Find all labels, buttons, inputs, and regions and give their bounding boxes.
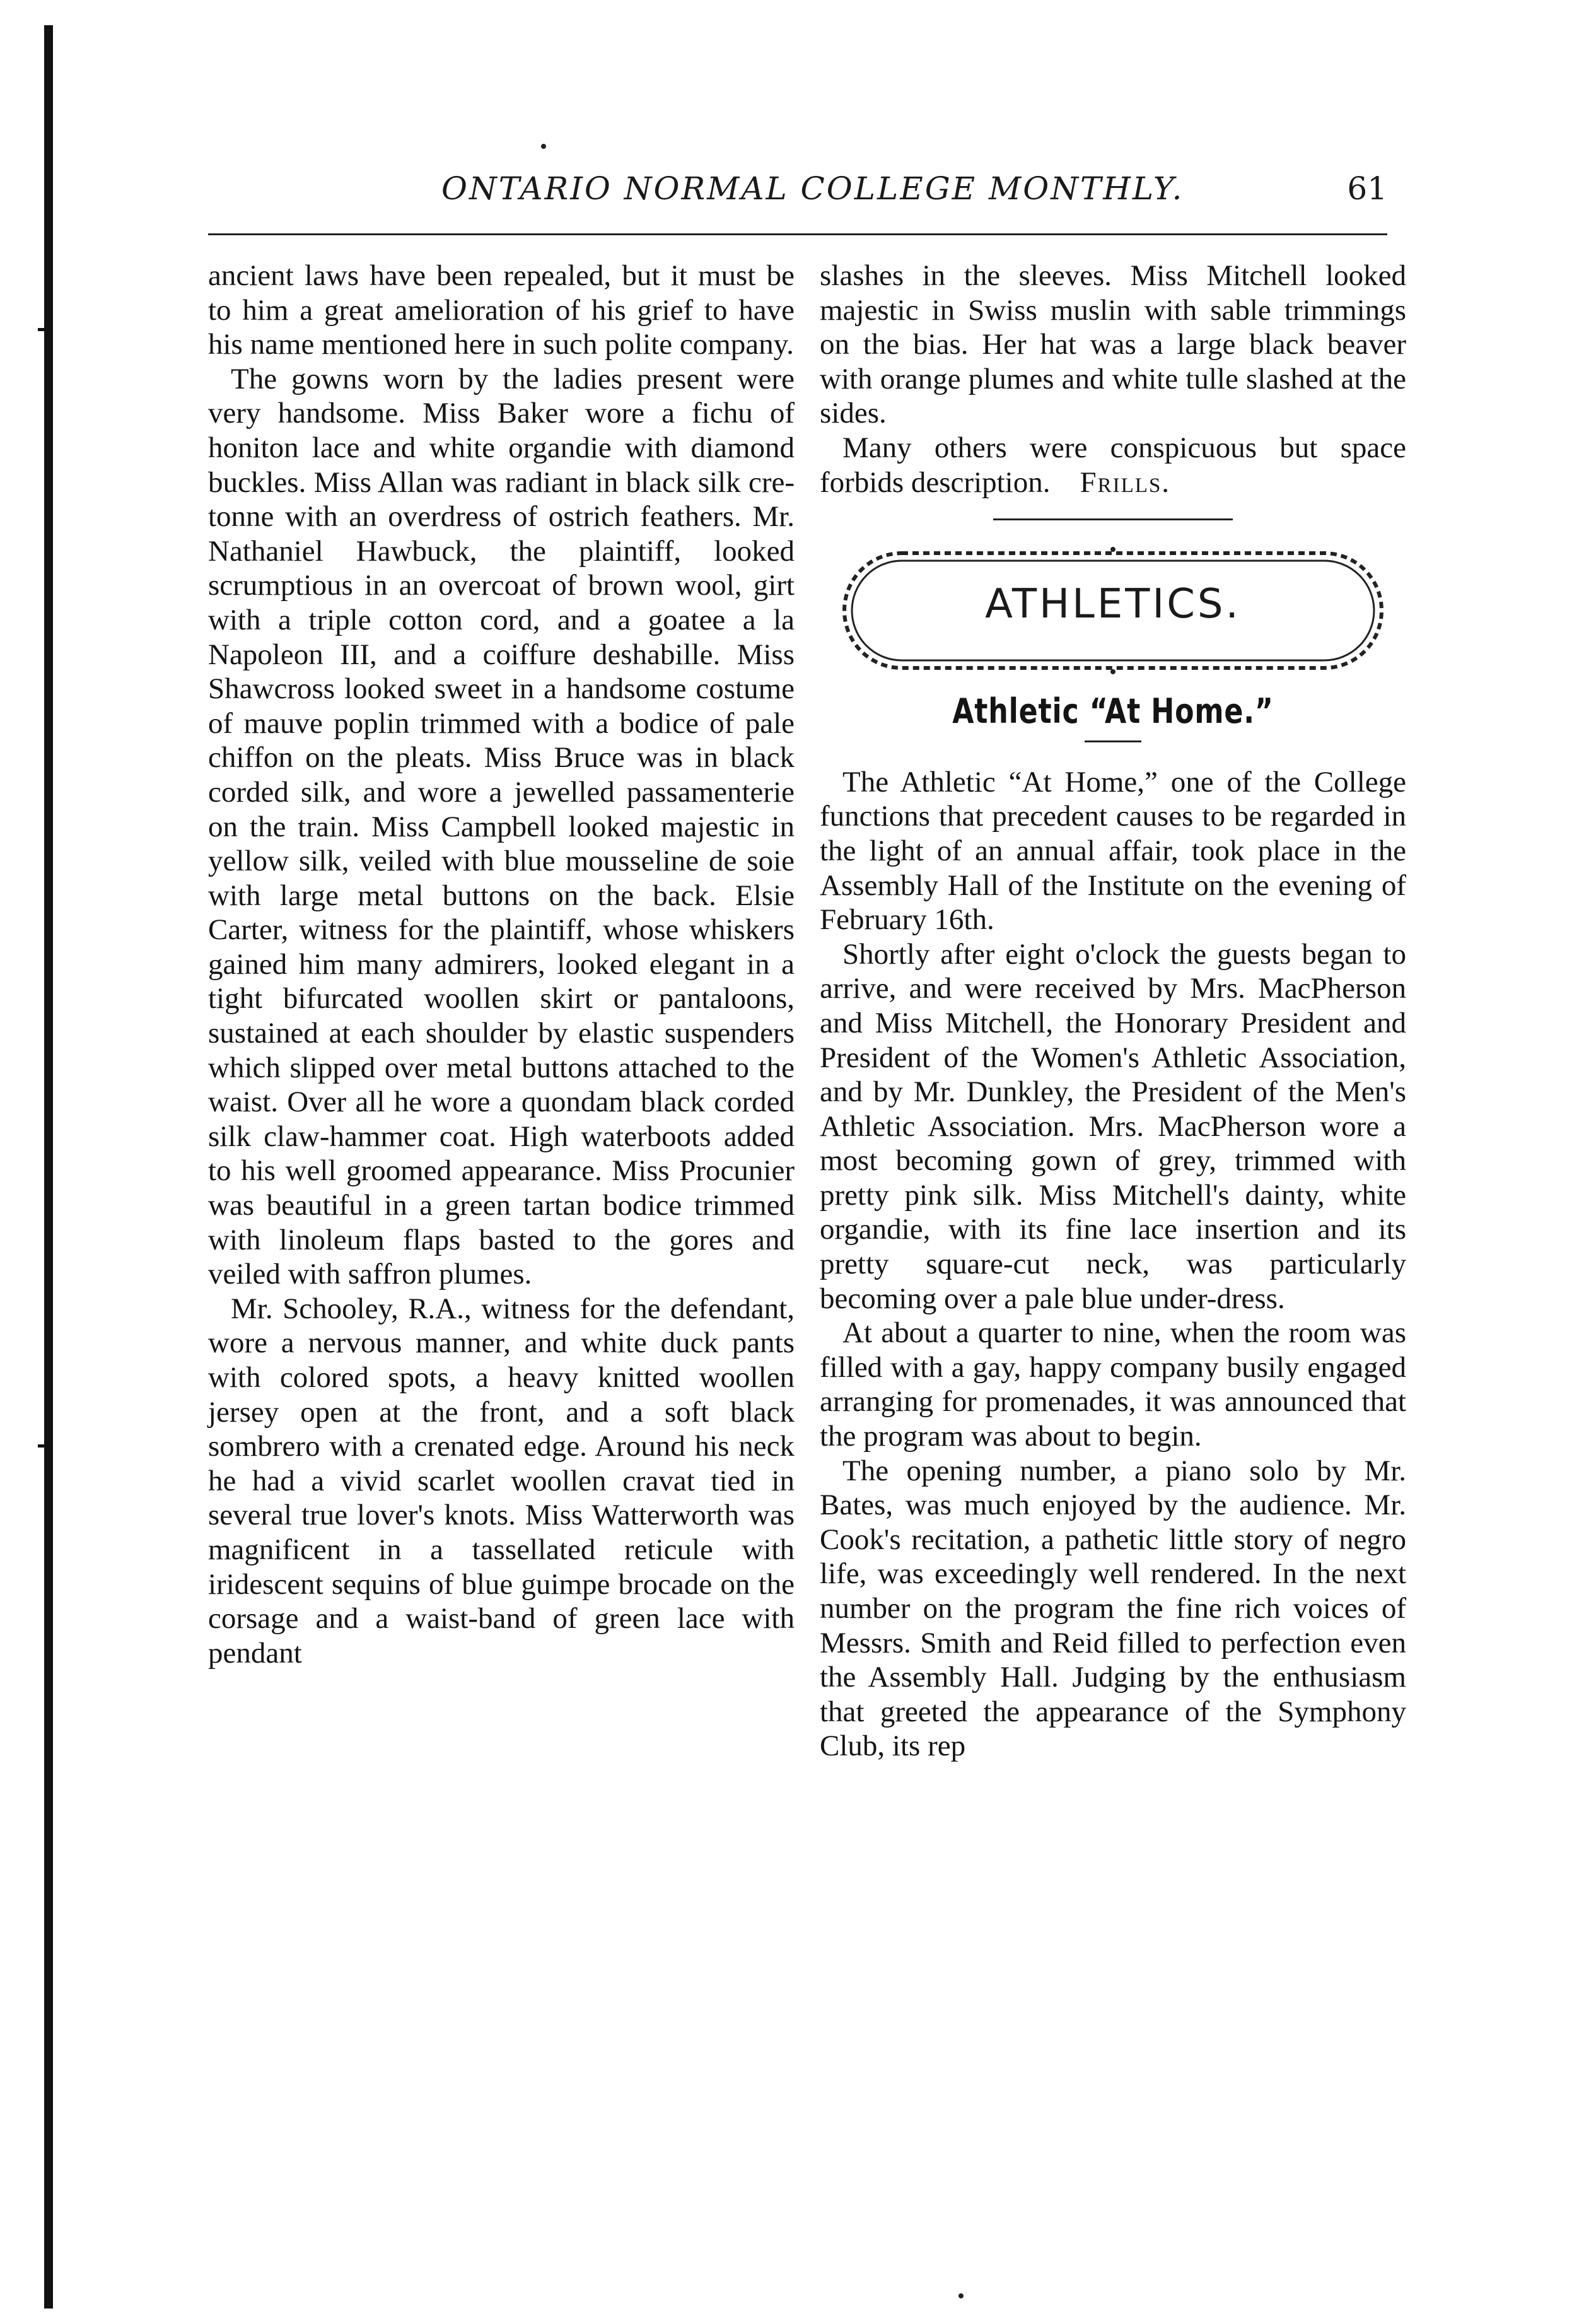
paragraph: Shortly after eight o'clock the guests began to arrive, and were received by Mrs. MacPherson and Miss Mitchell, the Honorary President and President of the Women's Athletic Association, and by Mr. Dunkley, the President of the Men's Athletic Association. Mrs. MacPherson wore a most becoming gown of grey, trimmed with pretty pink silk. Miss Mitchell's dainty, white organdie, with its fine lace insertion and its pretty square-cut neck, was particularly becoming over a pale blue under-dress. bbox=[820, 937, 1406, 1315]
binding-mark bbox=[38, 328, 53, 331]
left-column bbox=[208, 259, 795, 1670]
ink-speck bbox=[958, 2293, 964, 2298]
title-rule bbox=[1085, 740, 1141, 742]
binding-mark bbox=[38, 1444, 53, 1448]
page-number: 61 bbox=[1347, 170, 1387, 207]
paragraph: Mr. Schooley, R.A., witness for the defendant, wore a nervous manner, and white duck pants with colored spots, a heavy knitted woollen jersey open at the front, and a soft black sombrero with a crenated edge. Around his neck he had a vivid scarlet woollen cravat tied in several true lover's knots. Miss Watterworth was magnificent in a tassellated reticule with iridescent sequins of blue guimpe brocade on the corsage and a waist-band of green lace with pendant bbox=[208, 1292, 795, 1670]
paragraph: The opening number, a piano solo by Mr. Bates, was much enjoyed by the audience. Mr. Cook's recitation, a pathetic little story of negro life, was exceedingly well rendered. In the next number on the program the fine rich voices of Messrs. Smith and Reid filled to perfection even the Assembly Hall. Judging by the enthusiasm that greeted the appearance of the Symphony Club, its rep bbox=[820, 1454, 1406, 1763]
section-title: ATHLETICS. bbox=[985, 581, 1241, 628]
ink-speck bbox=[541, 144, 546, 149]
section-divider bbox=[993, 518, 1233, 520]
paragraph: At about a quarter to nine, when the room was filled with a gay, happy company busily engaged arranging for promenades, it was announced that the program was about to begin. bbox=[820, 1316, 1406, 1453]
paragraph-text: Many others were conspicuous but space forbids description. bbox=[820, 431, 1406, 499]
author-signoff: Frills. bbox=[1080, 465, 1171, 499]
running-title: ONTARIO NORMAL COLLEGE MONTHLY. bbox=[441, 170, 1184, 207]
paragraph: ancient laws have been repealed, but it must be to him a great amelioration of his grief to have his name mentioned here in such polite company. bbox=[208, 259, 795, 361]
running-head bbox=[441, 170, 1387, 227]
paragraph: The gowns worn by the ladies present were very handsome. Miss Baker wore a fichu of honiton lace and white organdie with diamond buckles. Miss Allan was radiant in black silk cretonne with an overdress of ostrich feathers. Mr. Nathaniel Hawbuck, the plaintiff, looked scrumptious in an overcoat of brown wool, girt with a triple cotton cord, and a goatee a la Napoleon III, and a coiffure deshabille. Miss Shawcross looked sweet in a handsome costume of mauve poplin trimmed with a bodice of pale chiffon on the pleats. Miss Bruce was in black corded silk, and wore a jewelled passamenterie on the train. Miss Campbell looked majestic in yellow silk, veiled with blue mousseline de soie with large metal buttons on the back. Elsie Carter, witness for the plaintiff, whose whiskers gained him many admirers, looked elegant in a tight bifurcated woollen skirt or pantaloons, sustained at each shoulder by elastic suspenders which slipped over metal buttons attached to the waist. Over all he wore a quondam black corded silk claw-hammer coat. High waterboots added to his well groomed appearance. Miss Procunier was beautiful in a green tartan bodice trimmed with linoleum flaps basted to the gores and veiled with saffron plumes. bbox=[208, 362, 795, 1291]
right-column bbox=[820, 259, 1406, 1764]
article-title: Athletic “At Home.” bbox=[952, 691, 1274, 732]
section-banner bbox=[836, 538, 1390, 683]
paragraph: slashes in the sleeves. Miss Mitchell looked majestic in Swiss muslin with sable trimmings on the bias. Her hat was a large black beaver with orange plumes and white tulle slashed at the sides. bbox=[820, 259, 1406, 430]
binding-edge bbox=[44, 25, 53, 2308]
paragraph bbox=[820, 431, 1406, 500]
header-rule bbox=[208, 233, 1387, 235]
paragraph: The Athletic “At Home,” one of the College functions that precedent causes to be regarded in the light of an annual affair, took place in the Assembly Hall of the Institute on the evening of February 16th. bbox=[820, 765, 1406, 937]
